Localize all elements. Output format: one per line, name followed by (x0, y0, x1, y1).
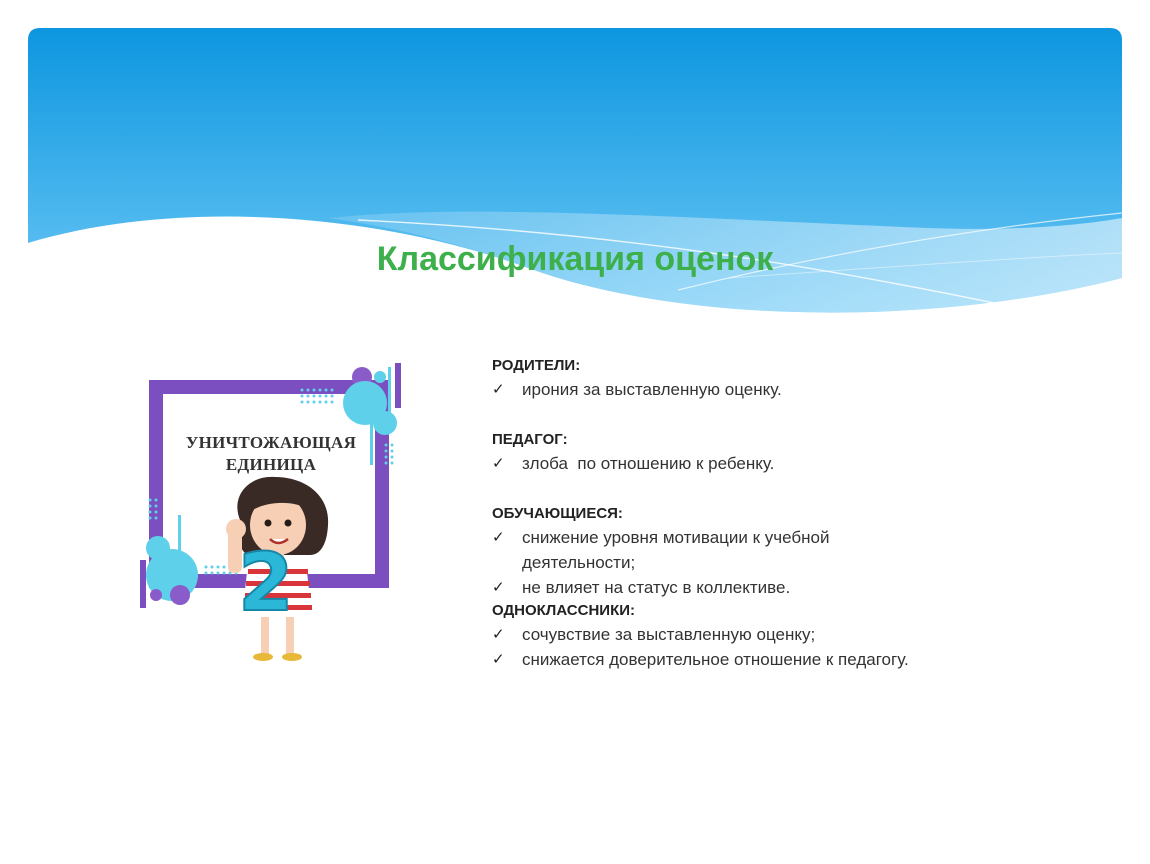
list-item (492, 451, 1092, 476)
list-item-text: сочувствие за выставленную оценку; (522, 625, 816, 644)
list-item (492, 525, 1092, 575)
header-wave-background (28, 28, 1122, 328)
list-item-text: снижается доверительное отношение к педагогу. (522, 650, 909, 669)
group-heading-students: ОБУЧАЮЩИЕСЯ: (492, 505, 623, 522)
number-two-glyph: 2 (238, 536, 294, 629)
list-item-text: злоба по отношению к ребенку. (522, 454, 775, 473)
group-heading-teacher: ПЕДАГОГ: (492, 431, 568, 448)
list-item-text: не влияет на статус в коллективе. (522, 578, 791, 597)
check-icon: ✓ (492, 579, 505, 596)
girl-figure (226, 477, 328, 661)
check-icon: ✓ (492, 381, 505, 398)
check-icon: ✓ (492, 529, 505, 546)
list-item (492, 575, 1092, 600)
list-item (492, 377, 1092, 402)
girl-with-number-2-illustration (130, 355, 420, 670)
check-icon: ✓ (492, 651, 505, 668)
check-icon: ✓ (492, 455, 505, 472)
list-item (492, 647, 1092, 672)
check-icon: ✓ (492, 626, 505, 643)
list-item (492, 622, 1092, 647)
list-item-text: снижение уровня мотивации к учебной деятельности; (522, 528, 830, 572)
list-item-text: ирония за выставленную оценку. (522, 380, 782, 399)
slide-title: Классификация оценок (376, 240, 774, 278)
classification-list (492, 355, 1092, 672)
illustration-caption: УНИЧТОЖАЮЩАЯ ЕДИНИЦА (185, 433, 357, 474)
group-heading-parents: РОДИТЕЛИ: (492, 357, 581, 374)
group-heading-classmates: ОДНОКЛАССНИКИ: (492, 602, 636, 619)
